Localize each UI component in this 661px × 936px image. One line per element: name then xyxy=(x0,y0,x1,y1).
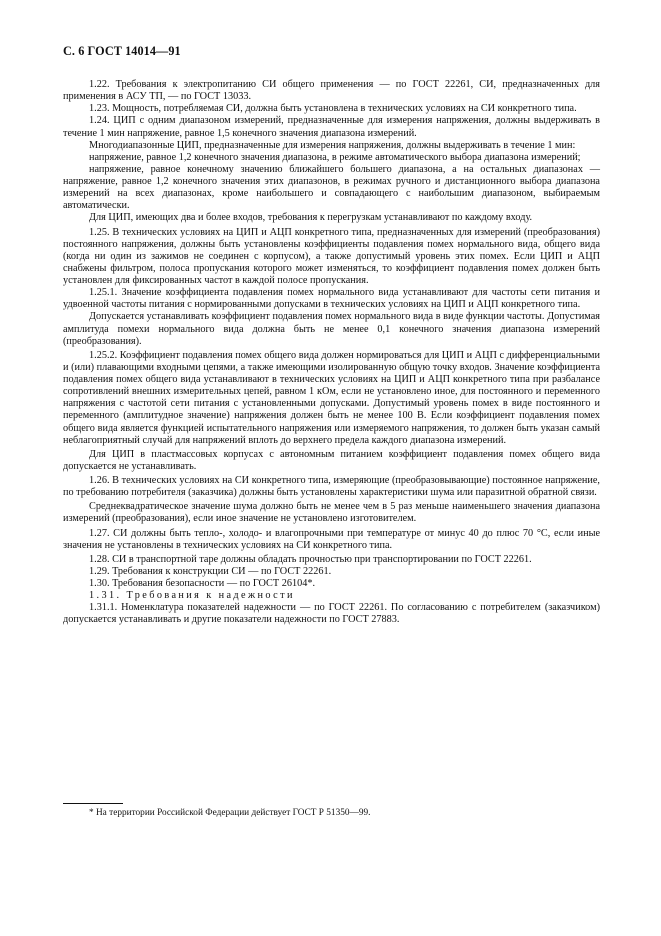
paragraph-normal-mode-function: Допускается устанавливать коэффициент подавления помех нормального вида в виде функции частоты. Допустимая амплитуда помехи нормального вида должна быть не менее 0,1 конечного значения диапазона измерений (преобразования). xyxy=(63,311,600,347)
paragraph-multirange: Многодиапазонные ЦИП, предназначенные для измерения напряжения, должны выдерживать в течение 1 мин: xyxy=(89,139,576,151)
paragraph-1-25: 1.25. В технических условиях на ЦИП и АЦП конкретного типа, предназначенных для измерений (преобразования) постоянного напряжения, должны быть установлены коэффициенты подавления помех нормального вида, общего вида (когда ни один из зажимов не соединен с корпусом), а также допустимый уровень этих помех. Если ЦИП и АЦП снабжены фильтром, полоса пропускания которого может изменяться, то коэффициент подавления помех должен быть установлен для фиксированных частот в каждой полосе пропускания. xyxy=(63,226,600,286)
paragraph-voltage-manual: напряжение, равное конечному значению ближайшего большего диапазона, а на остальных диапазонах — напряжение, равное 1,2 конечного значения этих диапазонов, в режимах ручного и дистанционного выбора диапазона измерений на всех диапазонах, кроме наибольшего и совпадающего с наибольшим диапазоном, выбираемым автоматически. xyxy=(63,163,600,212)
paragraph-1-31-1: 1.31.1. Номенклатура показателей надежности — по ГОСТ 22261. По согласованию с потребителем (заказчиком) допускается устанавливать и другие показатели надежности по ГОСТ 27883. xyxy=(63,602,600,626)
paragraph-1-24: 1.24. ЦИП с одним диапазоном измерений, предназначенные для измерения напряжения, должны выдерживать в течение 1 мин напряжение, равное 1,5 конечного значения диапазона измерений. xyxy=(63,115,600,139)
paragraph-1-30: 1.30. Требования безопасности — по ГОСТ 26104*. xyxy=(89,578,316,589)
paragraph-noise-rms: Среднеквадратическое значение шума должно быть не менее чем в 5 раз меньше наименьшего значения диапазона измерений (преобразования), если иное значение не установлено изготовителем. xyxy=(63,501,600,525)
page-header: С. 6 ГОСТ 14014—91 xyxy=(63,44,181,58)
paragraph-voltage-auto: напряжение, равное 1,2 конечного значения диапазона, в режиме автоматического выбора диапазона измерений; xyxy=(89,151,581,163)
paragraph-1-22: 1.22. Требования к электропитанию СИ общего применения — по ГОСТ 22261, СИ, предназначенных для применения в АСУ ТП, — по ГОСТ 13033. xyxy=(63,79,600,103)
paragraph-1-29: 1.29. Требования к конструкции СИ — по ГОСТ 22261. xyxy=(89,565,332,577)
paragraph-1-26: 1.26. В технических условиях на СИ конкретного типа, измеряющие (преобразовывающие) постоянное напряжение, по требованию потребителя (заказчика) должны быть установлены характеристики шума или паразитной обратной связи. xyxy=(63,475,600,499)
section-heading-reliability: 1.31. Требования к надежности xyxy=(89,590,295,602)
paragraph-1-25-1: 1.25.1. Значение коэффициента подавления помех нормального вида устанавливают для частоты сети питания и удвоенной частоты питания с нормированными допусками в технических условиях на ЦИП и АЦП конкретного типа. xyxy=(63,287,600,311)
paragraph-1-23: 1.23. Мощность, потребляемая СИ, должна быть установлена в технических условиях на СИ конкретного типа. xyxy=(89,103,577,115)
paragraph-plastic-case: Для ЦИП в пластмассовых корпусах с автономным питанием коэффициент подавления помех общего вида допускается не устанавливать. xyxy=(63,448,600,472)
footnote-divider xyxy=(63,803,123,804)
paragraph-1-25-2: 1.25.2. Коэффициент подавления помех общего вида должен нормироваться для ЦИП и АЦП с дифференциальными и (или) плавающими входными цепями, а также имеющими изолированную общую точку входов. Значение коэффициента подавления помех общего вида устанавливают в технических условиях на ЦИП и АЦП конкретного типа при разбалансе сопротивлений внешних измерительных цепей, равном 1 кОм, если не установлено иное, для постоянного и переменного напряжения с частотой сети питания с установленными допусками. Допустимый уровень помех в виде постоянного и переменного (амплитудное значение) напряжения должен быть не менее 100 В. Если коэффициент подавления помех общего вида является функцией испытательного напряжения или измеряемого напряжения, то должен быть указан самый неблагоприятный случай для напряжений вплоть до верхнего предела каждого диапазона измерений. xyxy=(63,349,600,446)
footnote: * На территории Российской Федерации действует ГОСТ Р 51350—99. xyxy=(89,808,371,818)
paragraph-1-28: 1.28. СИ в транспортной таре должны обладать прочностью при транспортировании по ГОСТ 22261. xyxy=(89,553,532,565)
paragraph-multi-input: Для ЦИП, имеющих два и более входов, требования к перегрузкам устанавливают по каждому входу. xyxy=(89,212,533,224)
paragraph-1-27: 1.27. СИ должны быть тепло-, холодо- и влагопрочными при температуре от минус 40 до плюс 70 °С, если иные значения не установлены в технических условиях на СИ конкретного типа. xyxy=(63,527,600,551)
document-body xyxy=(63,79,600,627)
